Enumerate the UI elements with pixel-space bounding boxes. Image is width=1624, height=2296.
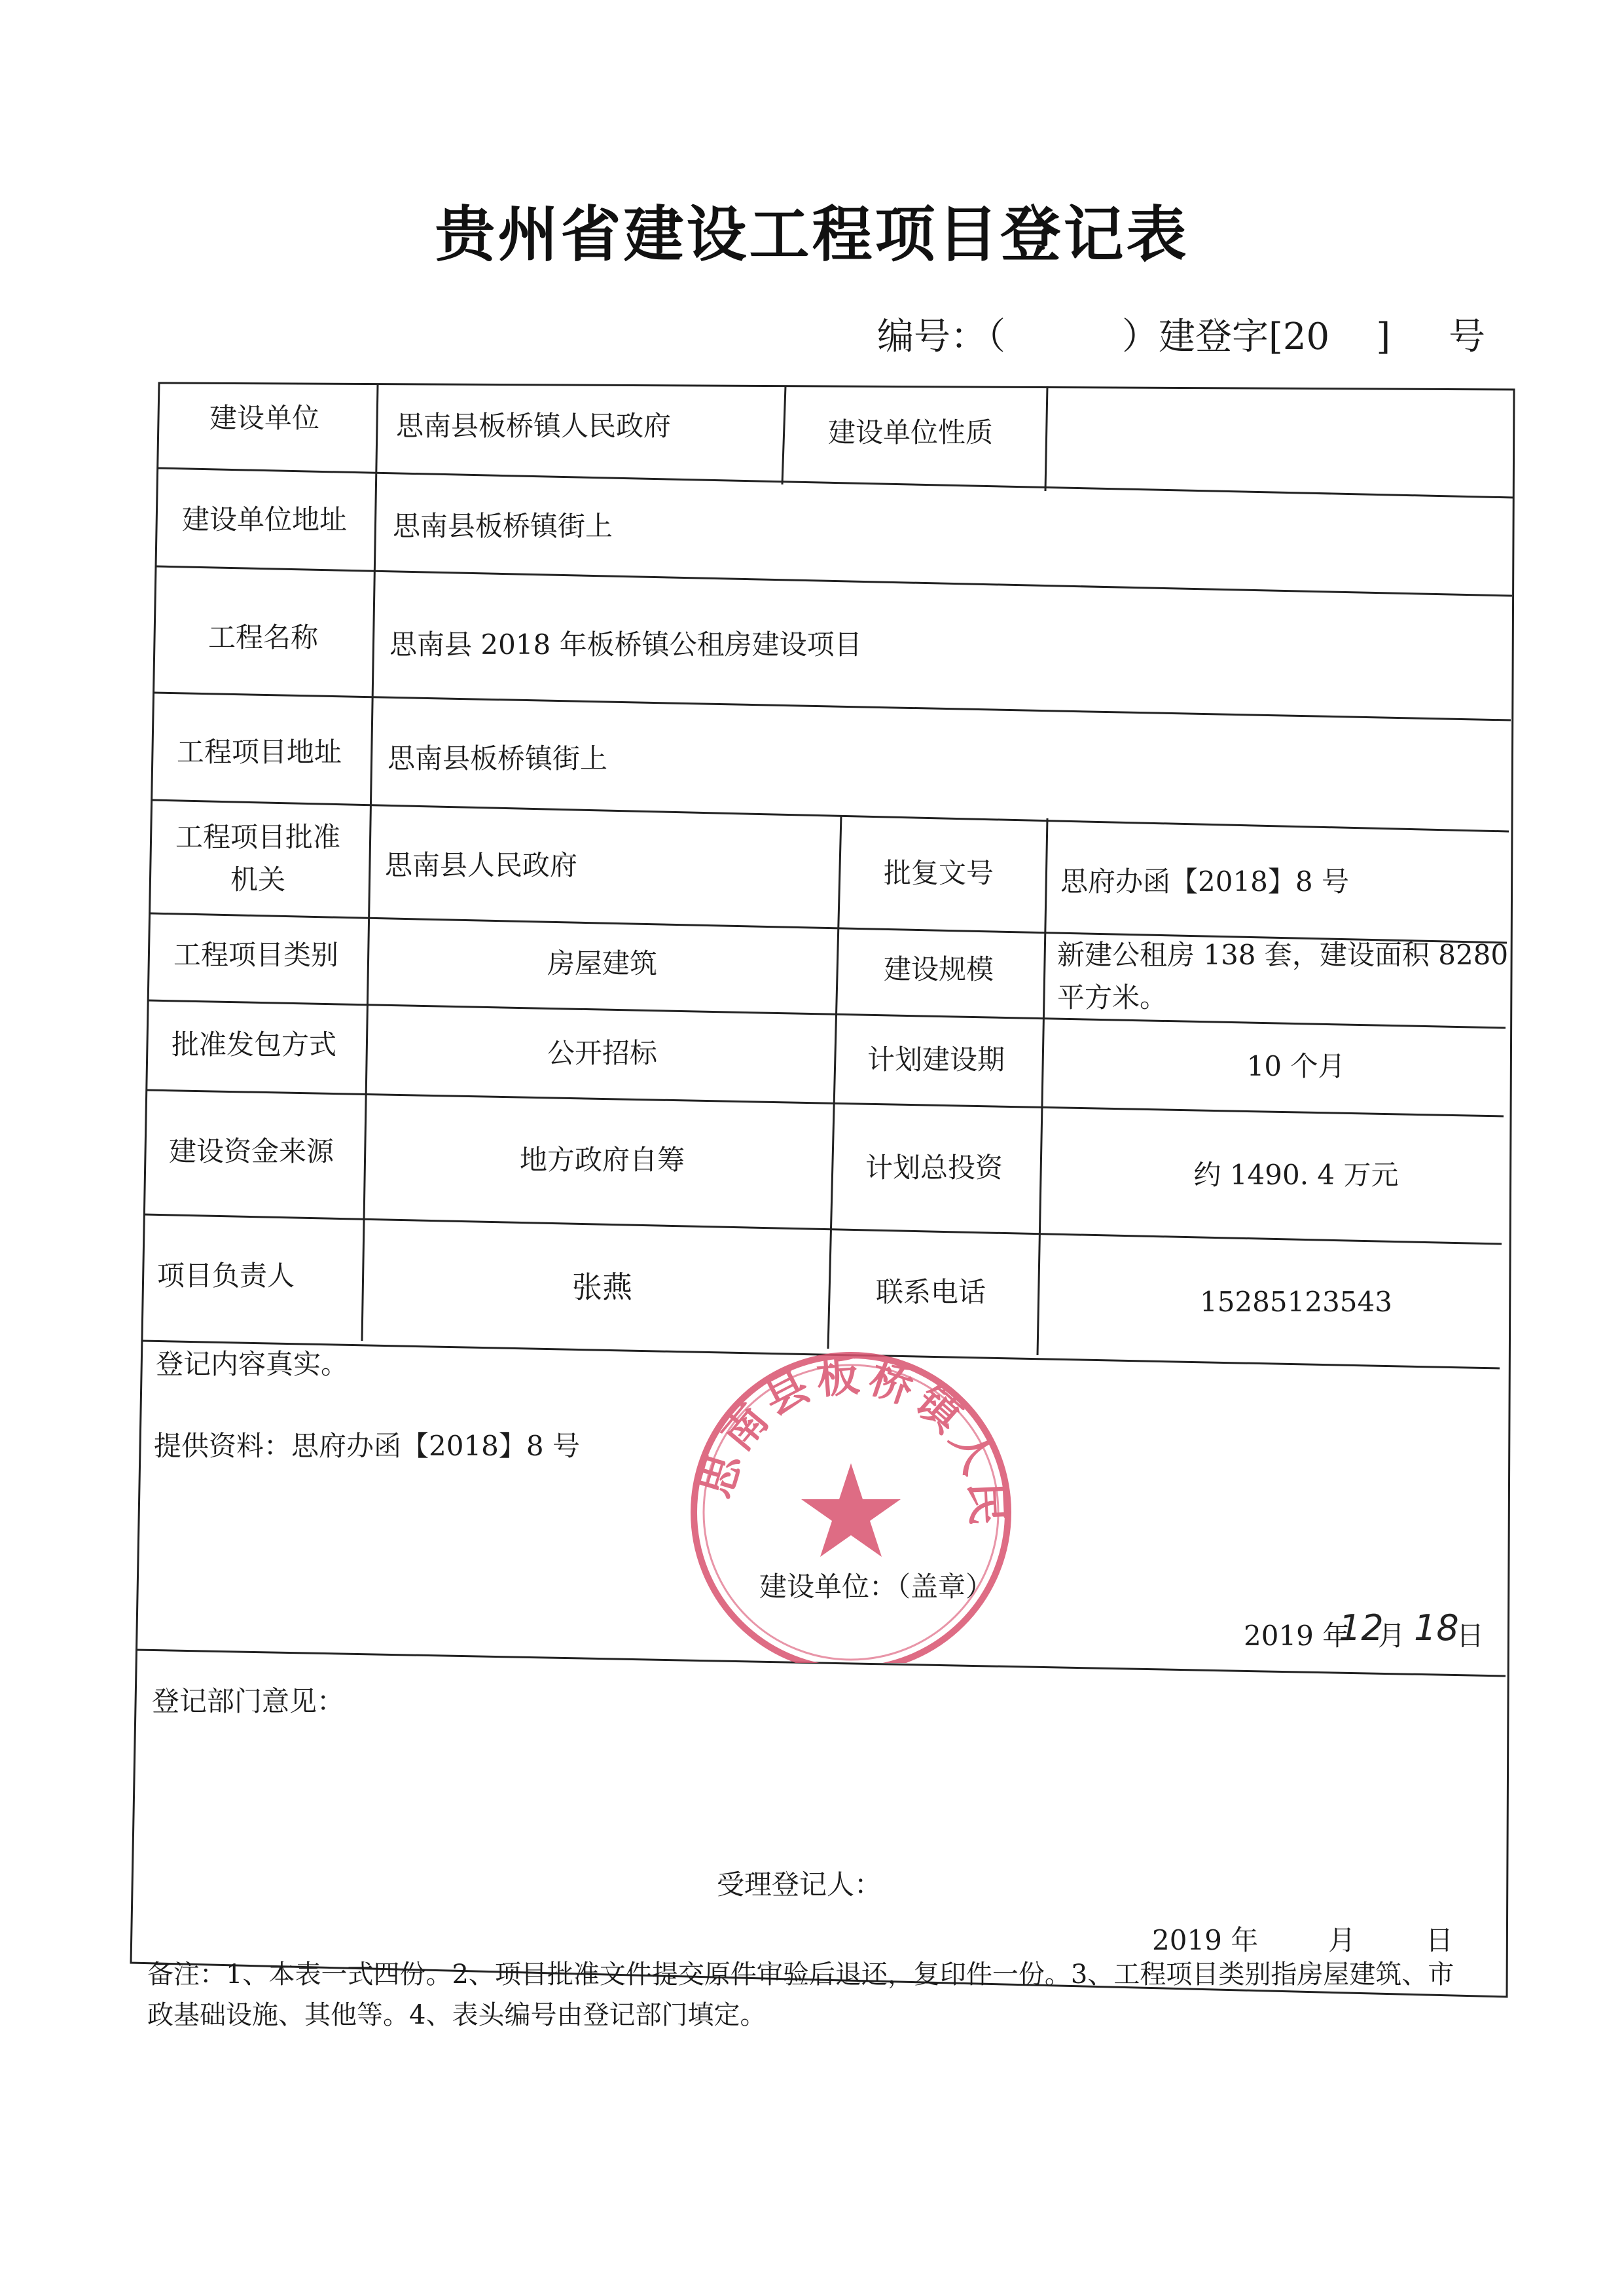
project-name-label: 工程名称 bbox=[208, 621, 319, 653]
contract-method-label: 批准发包方式 bbox=[171, 1029, 337, 1061]
department-date: 2019 年 月 日 bbox=[1152, 1924, 1453, 1956]
department-opinion-label: 登记部门意见： bbox=[152, 1685, 345, 1717]
period-label: 计划建设期 bbox=[867, 1044, 1005, 1076]
provided-materials: 提供资料：思府办函【2018】8 号 bbox=[154, 1430, 580, 1462]
declaration-date-month-char: 月 bbox=[1378, 1620, 1406, 1652]
declaration-date-day: 18 bbox=[1414, 1607, 1459, 1649]
declaration-date-prefix: 2019 年 bbox=[1244, 1620, 1350, 1652]
approval-doc-value: 思府办函【2018】8 号 bbox=[1060, 866, 1349, 898]
unit-label: 建设单位 bbox=[209, 402, 320, 434]
investment-label: 计划总投资 bbox=[865, 1152, 1003, 1184]
phone-label: 联系电话 bbox=[876, 1276, 986, 1308]
approval-org-value: 思南县人民政府 bbox=[385, 849, 578, 881]
unit-address-value: 思南县板桥镇街上 bbox=[393, 510, 613, 542]
fund-source-label: 建设资金来源 bbox=[169, 1135, 334, 1167]
phone-value: 15285123543 bbox=[1200, 1286, 1392, 1318]
period-value: 10 个月 bbox=[1246, 1050, 1346, 1082]
contract-method-value: 公开招标 bbox=[547, 1037, 657, 1069]
scale-value-line2: 平方米。 bbox=[1057, 981, 1168, 1013]
project-name-value: 思南县 2018 年板桥镇公租房建设项目 bbox=[389, 629, 862, 661]
unit-seal-label: 建设单位：（盖章） bbox=[759, 1571, 994, 1603]
declaration-date-month: 12 bbox=[1339, 1607, 1384, 1649]
project-address-value: 思南县板桥镇街上 bbox=[388, 742, 608, 774]
svg-text:思南县板桥镇人民政府: 思南县板桥镇人民 bbox=[689, 1349, 1013, 1532]
scale-value-line1: 新建公租房 138 套，建设面积 8280 bbox=[1057, 939, 1509, 971]
manager-label: 项目负责人 bbox=[157, 1260, 295, 1292]
approval-doc-label: 批复文号 bbox=[884, 857, 994, 889]
unit-value: 思南县板桥镇人民政府 bbox=[396, 410, 672, 442]
declaration-statement: 登记内容真实。 bbox=[156, 1348, 349, 1380]
approval-org-label-line1: 工程项目批准 bbox=[175, 821, 341, 853]
form-title: 贵州省建设工程项目登记表 bbox=[435, 200, 1189, 270]
unit-nature-label: 建设单位性质 bbox=[828, 416, 994, 448]
official-seal bbox=[668, 1336, 1034, 1663]
scale-label: 建设规模 bbox=[884, 953, 994, 985]
approval-org-label-line2: 机关 bbox=[230, 864, 286, 896]
form-notes: 备注：1、本表一式四份。2、项目批准文件提交原件审验后退还，复印件一份。3、工程项目类别指房屋建筑、市政基础设施、其他等。4、表头编号由登记部门填定。 bbox=[147, 1959, 1454, 2030]
category-value: 房屋建筑 bbox=[547, 947, 657, 979]
declaration-date-suffix: 日 bbox=[1456, 1620, 1485, 1652]
project-address-label: 工程项目地址 bbox=[177, 736, 342, 768]
category-label: 工程项目类别 bbox=[173, 939, 339, 971]
manager-value: 张燕 bbox=[572, 1269, 632, 1305]
fund-source-value: 地方政府自筹 bbox=[519, 1144, 685, 1176]
document-number: 编号：（ ）建登字[20 ] 号 bbox=[877, 316, 1486, 358]
registrar-label: 受理登记人： bbox=[717, 1868, 882, 1901]
unit-address-label: 建设单位地址 bbox=[182, 503, 348, 536]
investment-value: 约 1490. 4 万元 bbox=[1193, 1159, 1399, 1191]
